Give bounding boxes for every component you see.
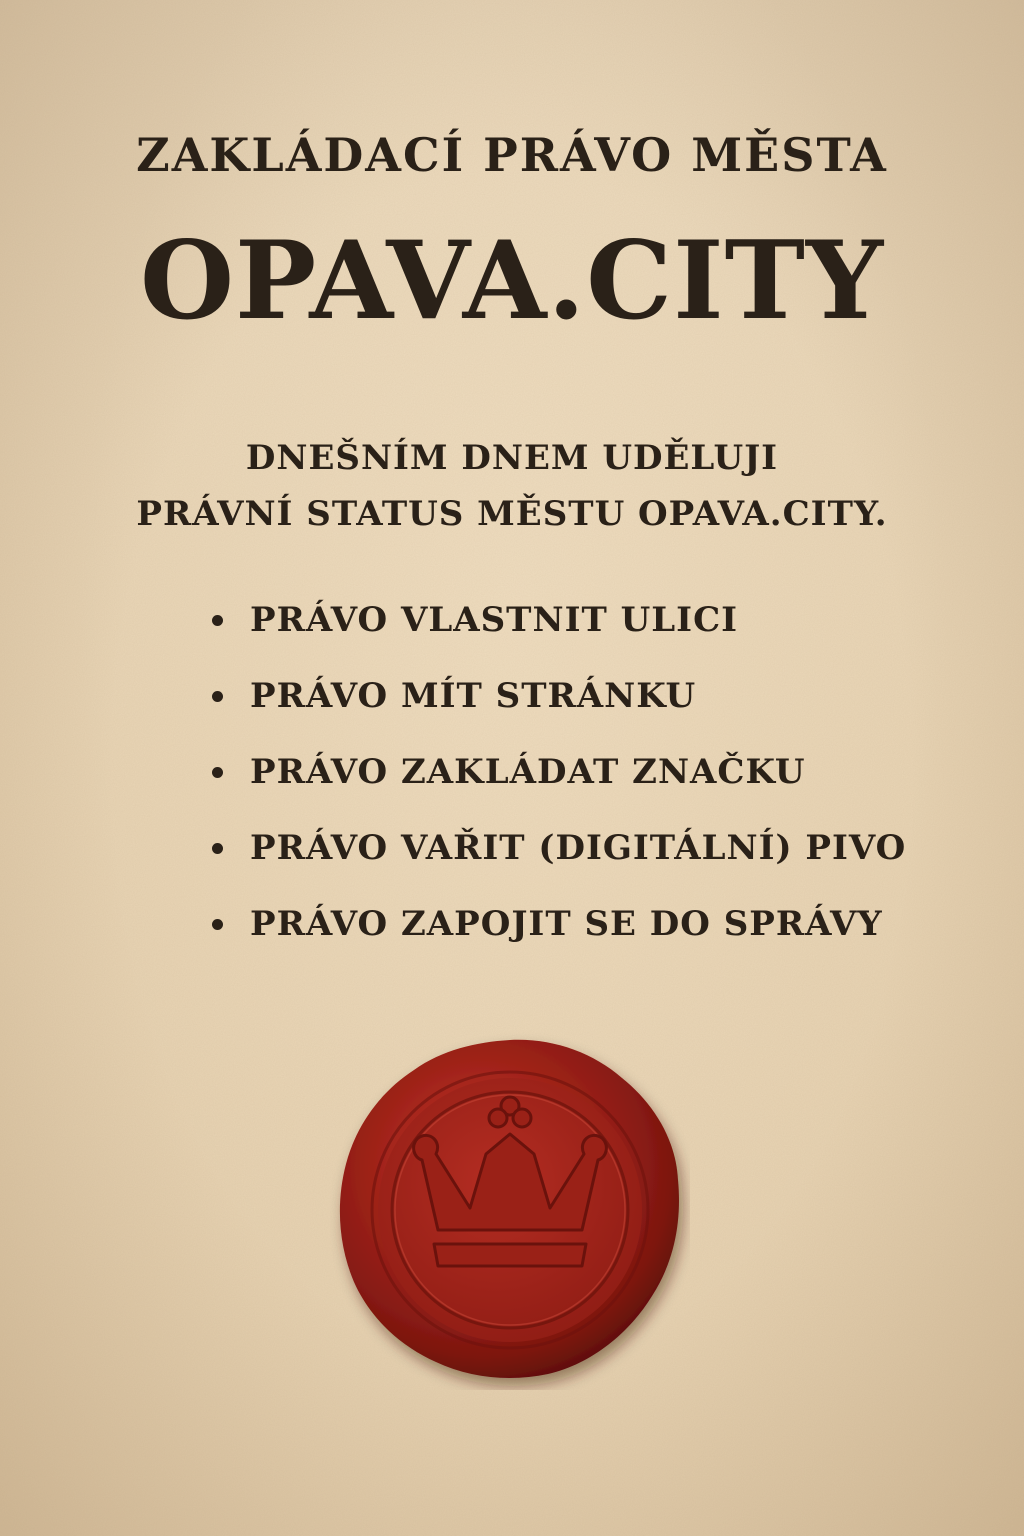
right-label: PRÁVO ZAPOJIT SE DO SPRÁVY bbox=[250, 904, 883, 944]
list-item bbox=[206, 744, 906, 820]
declaration-line: PRÁVNÍ STATUS MĚSTU OPAVA.CITY. bbox=[136, 494, 888, 534]
charter-heading: ZAKLÁDACÍ PRÁVO MĚSTA bbox=[136, 128, 888, 182]
right-label: PRÁVO VLASTNIT ULICI bbox=[250, 600, 739, 640]
rights-list bbox=[206, 592, 906, 972]
bullet-icon bbox=[212, 767, 223, 778]
bullet-icon bbox=[212, 691, 223, 702]
list-item bbox=[206, 668, 906, 744]
right-label: PRÁVO VAŘIT (DIGITÁLNÍ) PIVO bbox=[250, 828, 907, 868]
list-item bbox=[206, 592, 906, 668]
bullet-icon bbox=[212, 615, 223, 626]
declaration-text bbox=[0, 430, 1024, 542]
list-item bbox=[206, 896, 906, 972]
city-title: OPAVA.CITY bbox=[139, 218, 885, 344]
bullet-icon bbox=[212, 919, 223, 930]
list-item bbox=[206, 820, 906, 896]
right-label: PRÁVO ZAKLÁDAT ZNAČKU bbox=[250, 752, 806, 792]
declaration-line: DNEŠNÍM DNEM UDĚLUJI bbox=[245, 438, 779, 478]
wax-seal bbox=[330, 1030, 690, 1390]
right-label: PRÁVO MÍT STRÁNKU bbox=[250, 676, 697, 716]
bullet-icon bbox=[212, 843, 223, 854]
